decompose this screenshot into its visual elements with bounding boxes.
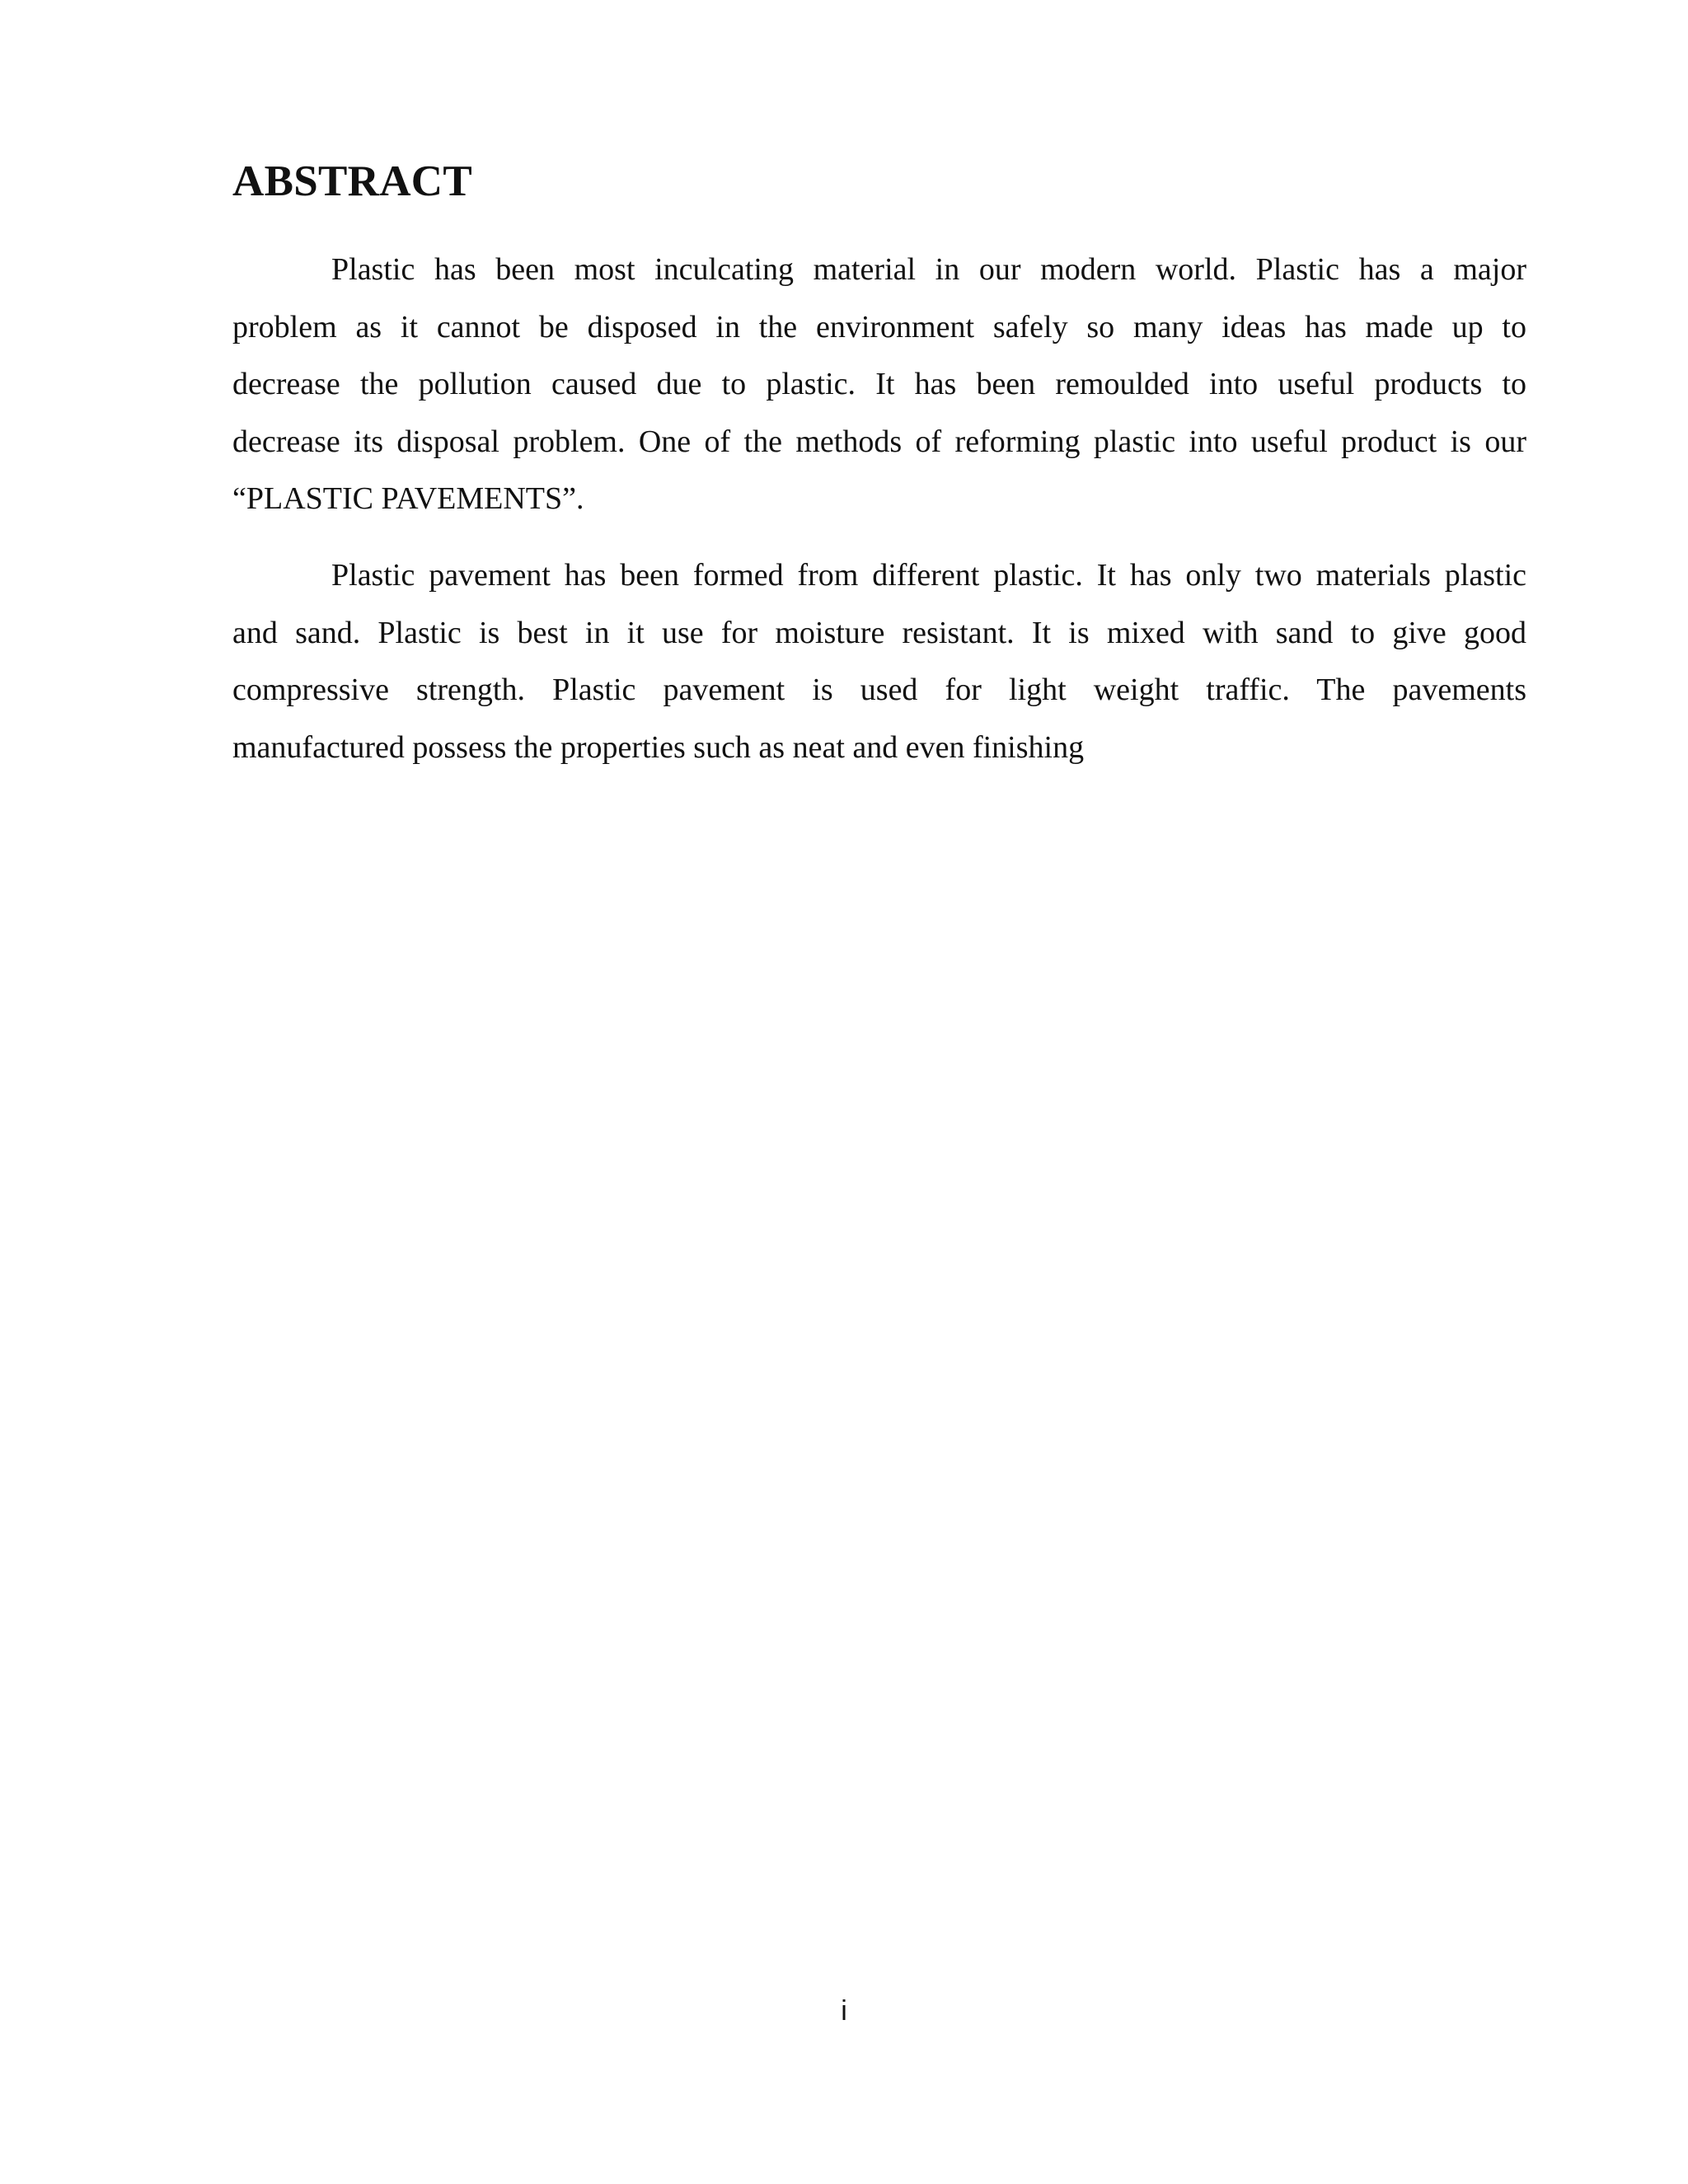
page-number: i [841, 1995, 847, 2027]
paragraph-line-text: Plastic has been most inculcating material in our modern world. Plastic has a major [331, 252, 1526, 287]
paragraph-line: decrease the pollution caused due to plastic. It has been remoulded into useful products to [232, 367, 1526, 401]
paragraph-line: decrease its disposal problem. One of the methods of reforming plastic into useful product is our [232, 424, 1526, 459]
paragraph-line [232, 547, 1526, 605]
abstract-paragraph-1 [232, 241, 1526, 528]
paragraph-line: manufactured possess the properties such as neat and even finishing [232, 729, 1085, 765]
abstract-heading: ABSTRACT [232, 157, 473, 205]
paragraph-line: compressive strength. Plastic pavement is used for light weight traffic. The pavements [232, 673, 1526, 707]
paragraph-line [232, 241, 1526, 299]
paragraph-line: “PLASTIC PAVEMENTS”. [232, 481, 584, 516]
paragraph-line: and sand. Plastic is best in it use for moisture resistant. It is mixed with sand to give good [232, 615, 1526, 650]
paragraph-line-text: Plastic pavement has been formed from different plastic. It has only two materials plastic [331, 558, 1526, 593]
abstract-paragraph-2 [232, 547, 1526, 776]
paragraph-line: problem as it cannot be disposed in the environment safely so many ideas has made up to [232, 309, 1526, 344]
